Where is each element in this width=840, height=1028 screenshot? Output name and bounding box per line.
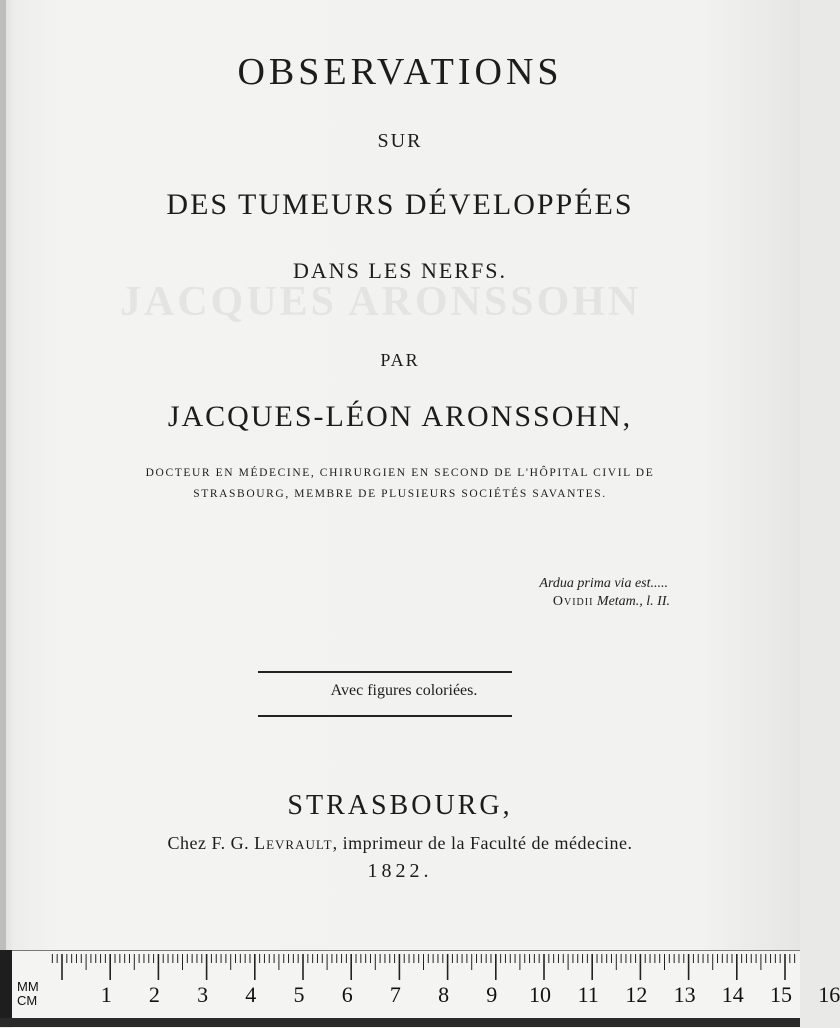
ruler-cm-label: 2	[148, 982, 160, 1007]
ruler-cm-label: 8	[438, 982, 450, 1007]
epigraph-source: Metam., l. II.	[596, 594, 670, 609]
ruler-cm-label: 1	[100, 982, 112, 1007]
ruler-cm-label: 13	[673, 982, 696, 1007]
book-subject-line-2: DANS LES NERFS.	[293, 258, 507, 283]
ruler-cm-label: 15	[770, 982, 792, 1007]
ruler-cm-label: 7	[389, 982, 401, 1007]
ruler-cm-label: 14	[721, 982, 744, 1007]
epigraph-attribution	[553, 594, 670, 610]
publication-city: STRASBOURG,	[287, 790, 513, 821]
ruler-cm-label: 12	[625, 982, 648, 1007]
ruler-end	[0, 950, 12, 1027]
author-name: JACQUES-LÉON ARONSSOHN,	[167, 400, 633, 433]
ruler-unit-mm: MM	[17, 979, 39, 994]
book-subject: DES TUMEURS DÉVELOPPÉES	[166, 188, 634, 221]
lower-rule	[258, 715, 512, 717]
by-line: PAR	[380, 350, 420, 370]
ruler-cm-label: 10	[529, 982, 551, 1007]
ruler-cm-label: 11	[577, 982, 599, 1007]
printer-suffix: , imprimeur de la Faculté de médecine.	[332, 833, 633, 853]
book-title: OBSERVATIONS	[237, 51, 563, 93]
figures-note: Avec figures coloriées.	[330, 682, 478, 699]
epigraph-author: Ovidii	[552, 594, 594, 609]
ruler-base	[0, 1018, 800, 1027]
author-credentials-line-2: STRASBOURG, MEMBRE DE PLUSIEURS SOCIÉTÉS SAVANTES.	[193, 488, 607, 500]
epigraph-quote: Ardua prima via est.....	[539, 576, 668, 591]
ruler-unit-cm: CM	[17, 993, 38, 1008]
printer-line	[0, 833, 800, 854]
ruler-cm-label: 9	[486, 982, 498, 1007]
ruler-cm-label: 16	[818, 982, 840, 1007]
title-connector: SUR	[377, 130, 423, 152]
upper-rule	[258, 671, 512, 673]
ruler-cm-label: 6	[341, 982, 353, 1007]
publication-year: 1822.	[367, 860, 433, 882]
show-through-text: JACQUES ARONSSOHN	[120, 279, 642, 325]
ruler-cm-label: 4	[245, 982, 257, 1007]
printer-name: Levrault	[254, 833, 333, 853]
printer-prefix: Chez F. G.	[167, 833, 250, 853]
ruler-cm-label: 5	[293, 982, 305, 1007]
ruler-cm-label: 3	[197, 982, 209, 1007]
author-credentials-line-1: DOCTEUR EN MÉDECINE, CHIRURGIEN EN SECOND DE L'HÔPITAL CIVIL DE	[145, 467, 655, 479]
